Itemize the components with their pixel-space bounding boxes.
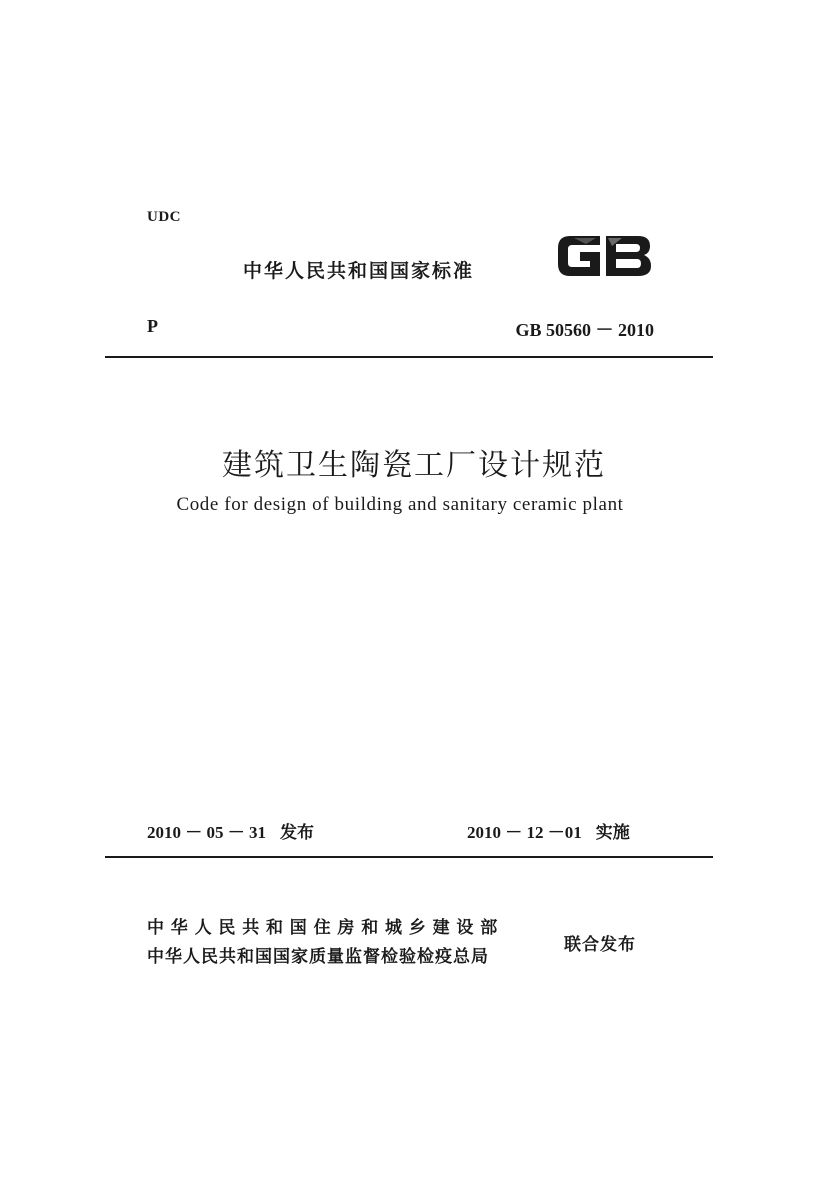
footer-divider [105,856,713,858]
classification-code: P [147,316,158,336]
issuer-aqsiq: 中华人民共和国国家质量监督检验检疫总局 [147,947,489,967]
implement-label: 实施 [595,823,630,843]
title-english: Code for design of building and sanitary ceramic plant [176,494,624,515]
issuer-list [147,914,504,972]
issue-date: 2010 － 05 － 31 [147,823,266,842]
title-chinese: 建筑卫生陶瓷工厂设计规范 [222,448,606,483]
implement-date-block [467,818,630,843]
udc-label: UDC [147,209,181,225]
issue-date-block [147,818,314,843]
standard-number: GB 50560 － 2010 [515,320,654,340]
issue-label: 发布 [280,823,314,843]
standard-type: 中华人民共和国国家标准 [243,260,475,282]
implement-date: 2010 － 12 －01 [467,823,582,842]
issuer-ministry-housing: 中华人民共和国住房和城乡建设部 [147,918,504,938]
joint-issue-label: 联合发布 [564,935,636,955]
gb-logo [552,228,656,284]
header-divider [105,356,713,358]
